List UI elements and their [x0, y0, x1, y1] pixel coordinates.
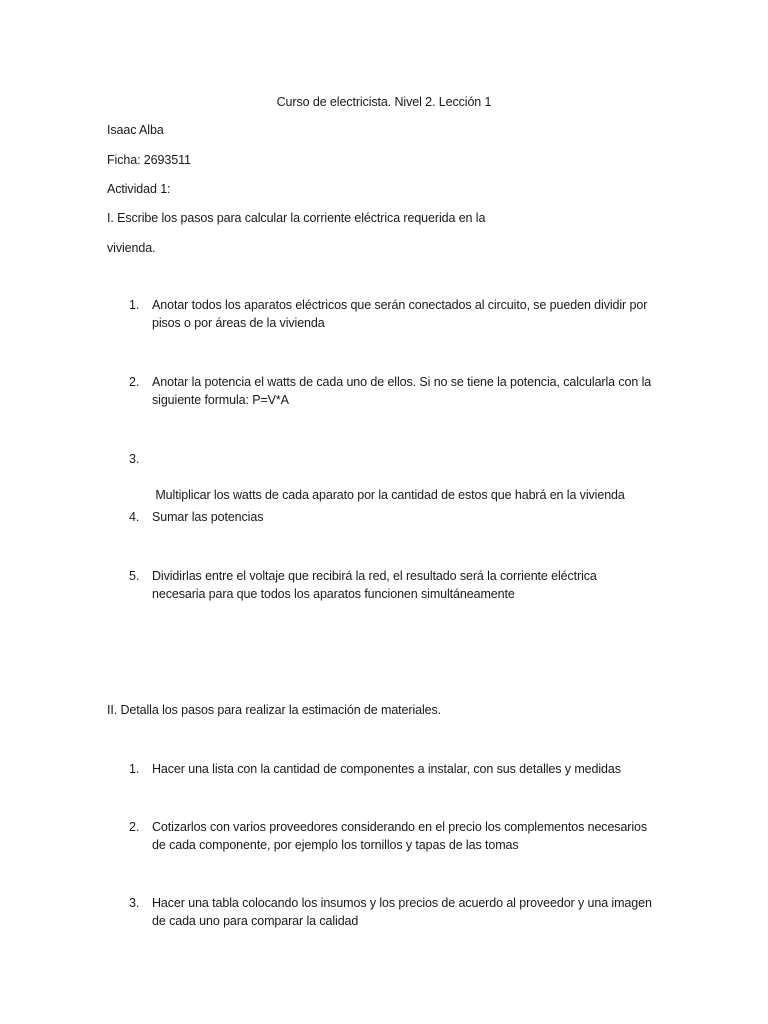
list-number: 3.: [129, 896, 140, 910]
list-text-line: Multiplicar los watts de cada aparato por la cantidad de estos que habrá en la vivienda: [152, 488, 625, 502]
list-text: [152, 373, 672, 409]
document-title: Curso de electricista. Nivel 2. Lección 1: [276, 95, 492, 109]
list-number: 2.: [129, 375, 140, 389]
list-text: [152, 296, 672, 332]
list-text-line: Anotar la potencia el watts de cada uno de ellos. Si no se tiene la potencia, calcularla con la: [152, 375, 652, 389]
list-text-line: necesaria para que todos los aparatos funcionen simultáneamente: [152, 587, 515, 601]
list-text: [152, 760, 672, 778]
list-number: 1.: [129, 762, 140, 776]
list-text: [152, 567, 672, 603]
list-text-line: Dividirlas entre el voltaje que recibirá la red, el resultado será la corriente eléctrica: [152, 569, 597, 583]
list-text: [152, 508, 672, 526]
list-text-line: de cada uno para comparar la calidad: [152, 914, 359, 928]
list-number: 5.: [129, 569, 140, 583]
section1-heading-line1: I. Escribe los pasos para calcular la corriente eléctrica requerida en la: [107, 211, 486, 225]
list-text-line: siguiente formula: P=V*A: [152, 393, 289, 407]
section1-heading-line2: vivienda.: [107, 241, 156, 255]
list-text-line: Sumar las potencias: [152, 510, 264, 524]
list-text-line: Anotar todos los aparatos eléctricos que serán conectados al circuito, se pueden dividir por: [152, 298, 648, 312]
list-number: 4.: [129, 510, 140, 524]
list-number: 1.: [129, 298, 140, 312]
list-number: 3.: [129, 452, 140, 466]
list-text: [152, 894, 672, 930]
list-text-line: pisos o por áreas de la vivienda: [152, 316, 325, 330]
list-text-line: Hacer una lista con la cantidad de componentes a instalar, con sus detalles y medidas: [152, 762, 621, 776]
ficha-number: Ficha: 2693511: [107, 153, 191, 167]
list-text: [152, 450, 672, 540]
activity-label: Actividad 1:: [107, 182, 171, 196]
list-text-line: Cotizarlos con varios proveedores considerando en el precio los complementos necesarios: [152, 820, 648, 834]
section2-heading: II. Detalla los pasos para realizar la estimación de materiales.: [107, 703, 442, 717]
list-text-line: de cada componente, por ejemplo los tornillos y tapas de las tomas: [152, 838, 519, 852]
student-name: Isaac Alba: [107, 123, 164, 137]
list-number: 2.: [129, 820, 140, 834]
list-text: [152, 818, 672, 854]
list-text-line: Hacer una tabla colocando los insumos y los precios de acuerdo al proveedor y una imagen: [152, 896, 652, 910]
